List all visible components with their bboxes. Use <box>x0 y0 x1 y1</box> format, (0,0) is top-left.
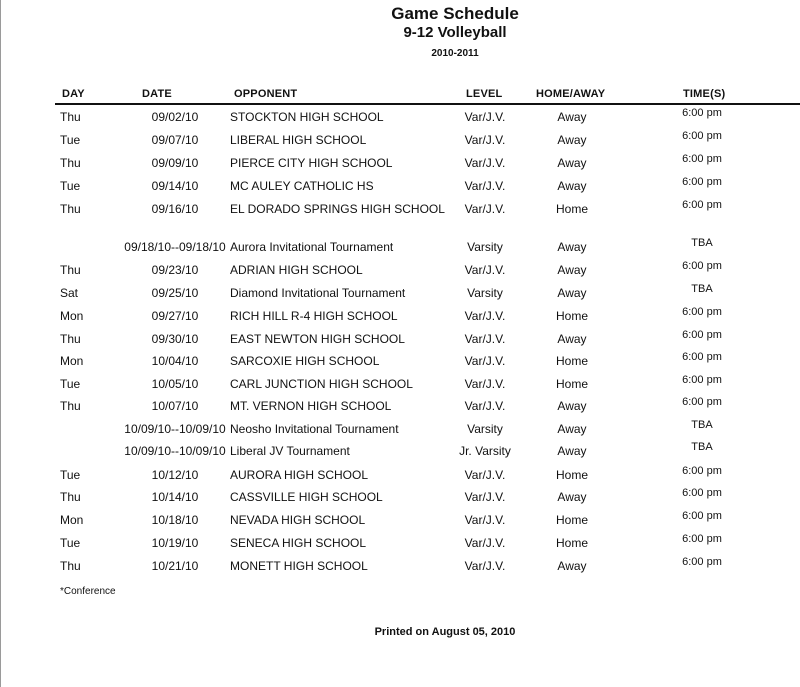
row-date: 10/09/10--10/09/10 <box>124 444 226 458</box>
row-home-away: Away <box>557 332 587 346</box>
header-rule <box>55 103 800 105</box>
row-home-away: Away <box>557 156 587 170</box>
row-time: TBA <box>691 441 713 453</box>
header-times: TIME(S) <box>683 88 726 100</box>
row-home-away: Away <box>557 399 587 413</box>
row-opponent: RICH HILL R-4 HIGH SCHOOL <box>230 309 398 323</box>
row-opponent: NEVADA HIGH SCHOOL <box>230 513 366 527</box>
row-level: Var/J.V. <box>464 513 506 527</box>
row-day: Tue <box>60 377 81 391</box>
row-date: 09/30/10 <box>151 332 199 346</box>
row-level: Var/J.V. <box>464 263 506 277</box>
row-level: Varsity <box>467 286 503 300</box>
row-day: Tue <box>60 179 81 193</box>
row-time: 6:00 pm <box>682 533 722 545</box>
row-level: Var/J.V. <box>464 399 506 413</box>
row-day: Thu <box>60 490 81 504</box>
row-date: 09/16/10 <box>151 202 199 216</box>
row-date: 09/14/10 <box>151 179 199 193</box>
row-home-away: Away <box>557 490 587 504</box>
page-subtitle: 9-12 Volleyball <box>403 24 507 41</box>
row-date: 10/04/10 <box>151 354 199 368</box>
row-opponent: Aurora Invitational Tournament <box>230 240 394 254</box>
row-date: 09/09/10 <box>151 156 199 170</box>
row-date: 09/07/10 <box>151 133 199 147</box>
row-date: 09/18/10--09/18/10 <box>124 240 226 254</box>
row-day: Tue <box>60 536 81 550</box>
row-time: 6:00 pm <box>682 153 722 165</box>
row-day: Mon <box>60 354 84 368</box>
row-date: 10/19/10 <box>151 536 199 550</box>
row-day: Thu <box>60 263 81 277</box>
header-date: DATE <box>142 88 172 100</box>
row-home-away: Away <box>557 263 587 277</box>
row-opponent: MT. VERNON HIGH SCHOOL <box>230 399 392 413</box>
row-time: 6:00 pm <box>682 176 722 188</box>
row-level: Var/J.V. <box>464 536 506 550</box>
row-date: 09/23/10 <box>151 263 199 277</box>
scan-edge-line <box>0 0 1 687</box>
row-home-away: Away <box>557 286 587 300</box>
row-home-away: Home <box>555 513 588 527</box>
row-day: Tue <box>60 468 81 482</box>
row-home-away: Home <box>555 377 588 391</box>
printed-date: Printed on August 05, 2010 <box>374 626 516 638</box>
row-level: Varsity <box>467 422 503 436</box>
row-time: TBA <box>691 237 713 249</box>
row-opponent: AURORA HIGH SCHOOL <box>230 468 369 482</box>
row-level: Var/J.V. <box>464 133 506 147</box>
row-day: Thu <box>60 156 81 170</box>
row-level: Var/J.V. <box>464 202 506 216</box>
row-level: Var/J.V. <box>464 332 506 346</box>
row-opponent: Diamond Invitational Tournament <box>230 286 406 300</box>
row-date: 10/18/10 <box>151 513 199 527</box>
row-day: Thu <box>60 559 81 573</box>
row-time: 6:00 pm <box>682 351 722 363</box>
row-time: 6:00 pm <box>682 199 722 211</box>
row-day: Thu <box>60 399 81 413</box>
row-opponent: PIERCE CITY HIGH SCHOOL <box>230 156 393 170</box>
row-level: Var/J.V. <box>464 559 506 573</box>
row-opponent: Liberal JV Tournament <box>230 444 350 458</box>
row-home-away: Away <box>557 240 587 254</box>
row-time: 6:00 pm <box>682 487 722 499</box>
row-date: 10/21/10 <box>151 559 199 573</box>
row-opponent: EAST NEWTON HIGH SCHOOL <box>230 332 405 346</box>
header-opponent: OPPONENT <box>234 88 298 100</box>
row-home-away: Home <box>555 202 588 216</box>
row-home-away: Away <box>557 133 587 147</box>
row-level: Var/J.V. <box>464 354 506 368</box>
row-day: Sat <box>60 286 79 300</box>
row-time: 6:00 pm <box>682 130 722 142</box>
row-time: 6:00 pm <box>682 556 722 568</box>
row-opponent: SARCOXIE HIGH SCHOOL <box>230 354 380 368</box>
header-day: DAY <box>62 88 85 100</box>
row-opponent: ADRIAN HIGH SCHOOL <box>230 263 363 277</box>
row-home-away: Away <box>557 422 587 436</box>
row-date: 09/27/10 <box>151 309 199 323</box>
row-time: 6:00 pm <box>682 107 722 119</box>
header-level: LEVEL <box>466 88 503 100</box>
row-home-away: Home <box>555 468 588 482</box>
row-date: 10/07/10 <box>151 399 199 413</box>
row-date: 10/14/10 <box>151 490 199 504</box>
row-opponent: SENECA HIGH SCHOOL <box>230 536 367 550</box>
row-home-away: Away <box>557 559 587 573</box>
row-level: Var/J.V. <box>464 156 506 170</box>
row-day: Thu <box>60 110 81 124</box>
row-level: Var/J.V. <box>464 309 506 323</box>
footnote: *Conference <box>60 586 116 597</box>
row-date: 09/25/10 <box>151 286 199 300</box>
row-day: Thu <box>60 332 81 346</box>
row-home-away: Home <box>555 536 588 550</box>
header-home-away: HOME/AWAY <box>536 88 606 100</box>
row-day: Tue <box>60 133 81 147</box>
row-opponent: CARL JUNCTION HIGH SCHOOL <box>230 377 413 391</box>
row-opponent: MC AULEY CATHOLIC HS <box>230 179 374 193</box>
row-time: TBA <box>691 419 713 431</box>
row-level: Var/J.V. <box>464 110 506 124</box>
row-home-away: Home <box>555 354 588 368</box>
row-date: 10/05/10 <box>151 377 199 391</box>
row-date: 10/09/10--10/09/10 <box>124 422 226 436</box>
row-opponent: LIBERAL HIGH SCHOOL <box>230 133 367 147</box>
page-title: Game Schedule <box>391 4 519 23</box>
row-level: Var/J.V. <box>464 179 506 193</box>
row-day: Mon <box>60 513 84 527</box>
row-time: TBA <box>691 283 713 295</box>
row-time: 6:00 pm <box>682 306 722 318</box>
row-day: Thu <box>60 202 81 216</box>
row-home-away: Away <box>557 444 587 458</box>
row-opponent: CASSVILLE HIGH SCHOOL <box>230 490 383 504</box>
row-opponent: EL DORADO SPRINGS HIGH SCHOOL <box>230 202 445 216</box>
row-home-away: Away <box>557 179 587 193</box>
row-level: Var/J.V. <box>464 468 506 482</box>
row-date: 09/02/10 <box>151 110 199 124</box>
row-time: 6:00 pm <box>682 374 722 386</box>
row-opponent: Neosho Invitational Tournament <box>230 422 399 436</box>
row-day: Mon <box>60 309 84 323</box>
row-level: Jr. Varsity <box>459 444 511 458</box>
season-label: 2010-2011 <box>431 48 479 59</box>
row-home-away: Away <box>557 110 587 124</box>
row-home-away: Home <box>555 309 588 323</box>
row-level: Var/J.V. <box>464 490 506 504</box>
row-opponent: STOCKTON HIGH SCHOOL <box>230 110 384 124</box>
row-time: 6:00 pm <box>682 396 722 408</box>
row-time: 6:00 pm <box>682 510 722 522</box>
row-time: 6:00 pm <box>682 465 722 477</box>
row-date: 10/12/10 <box>151 468 199 482</box>
row-time: 6:00 pm <box>682 329 722 341</box>
row-level: Var/J.V. <box>464 377 506 391</box>
row-time: 6:00 pm <box>682 260 722 272</box>
row-level: Varsity <box>467 240 503 254</box>
row-opponent: MONETT HIGH SCHOOL <box>230 559 368 573</box>
